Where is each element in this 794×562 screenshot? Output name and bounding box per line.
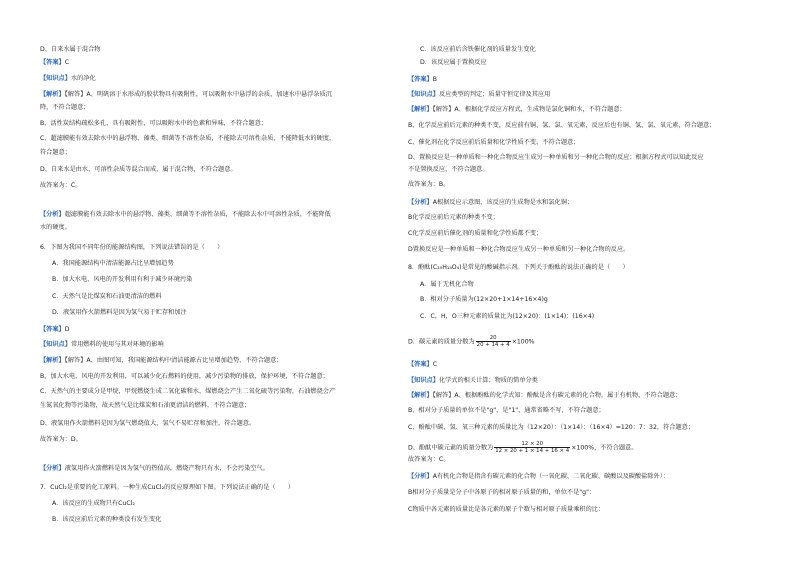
text-line (408, 246, 629, 254)
text-line (52, 276, 192, 284)
text-line (40, 211, 331, 219)
text-line (408, 214, 499, 222)
section-tag: 【知识点】 (408, 91, 439, 98)
text-line (40, 120, 267, 128)
fraction-denominator: 20 + 14 + 4 (476, 342, 510, 348)
text-line (408, 424, 694, 432)
text-line (408, 377, 538, 385)
section-tag: 【解析】 (408, 106, 433, 113)
section-tag: 【分析】 (408, 199, 433, 206)
line-text: 故答案为：C。 (40, 182, 82, 189)
section-tag: 【知识点】 (408, 377, 439, 384)
text-line (52, 309, 187, 317)
text-line (420, 281, 474, 289)
line-text: D、自来水属于混合物 (40, 46, 101, 53)
section-tag: 【解析】 (408, 392, 433, 399)
line-text: D．液氢用作火箭燃料是因为氢气易于贮存和加注 (52, 309, 187, 316)
text-line (40, 465, 269, 473)
line-text: C、酚酞中碳、氢、氧三种元素的质量比为（12×20）：（1×14）：（16×4）=120：7：32，符合题意； (408, 424, 695, 431)
text-line (40, 182, 81, 190)
text-line (40, 420, 255, 428)
line-text: 7．CuCl₂是重要的化工原料。一种生成CuCl₂的反应原理如下图。下列说法正确的是（ ） (40, 484, 295, 491)
text-line (40, 402, 250, 410)
line-text: 不是置换反应，不符合题意。 (408, 166, 489, 173)
line-text: C (432, 361, 438, 368)
text-line (40, 436, 82, 444)
section-tag: 【知识点】 (40, 75, 71, 82)
line-text: B、相对分子质量的单位不是"g"，是"1"，通常省略不写，不符合题意； (408, 407, 605, 414)
text-line (40, 373, 329, 381)
line-text: 6．下图为我国不同年份的能源结构图，下列说法错误的是（ ） (40, 244, 224, 251)
text-line (40, 357, 282, 365)
line-text: 【解答】A、明矾溶于水形成的胶状物具有吸附性，可以吸附水中悬浮的杂质，加速水中悬浮杂质沉 (64, 91, 332, 98)
text-line (40, 91, 332, 99)
text-line (40, 244, 223, 252)
text-line (40, 341, 164, 349)
text-line (408, 139, 579, 147)
text-line (408, 392, 681, 400)
text-line (408, 230, 542, 238)
section-tag: 【知识点】 (40, 341, 71, 348)
text-line (408, 361, 437, 369)
text-line (40, 326, 70, 334)
section-tag: 【答案】 (408, 76, 433, 83)
line-text: D、酚酞中碳元素的质量分数为 (408, 444, 494, 452)
text-line (408, 199, 573, 207)
line-text: D、置换反应是一种单质和一种化合物反应生成另一种单质和另一种化合物的反应；根据方程式可以知此反应 (408, 154, 704, 161)
line-text: B．加大水电、风电的开发利用有利于减少环境污染 (52, 276, 193, 283)
line-text: D、自来水是由水、可溶性杂质等混合而成，属于混合物，不符合题意。 (40, 166, 237, 173)
line-text: 【解答】A、根据化学反应方程式，生成物是氯化铜和水，不符合题意； (432, 106, 626, 113)
line-text: 液氢用作火箭燃料是因为氢气的热值高，燃烧产物只有水，不会污染空气。 (64, 465, 269, 472)
section-tag: 【分析】 (408, 473, 433, 480)
text-line (40, 166, 237, 174)
text-line (52, 500, 135, 508)
line-text: C、催化剂在化学反应前后质量和化学性质不变，不符合题意； (408, 139, 580, 146)
line-text: 生氮氧化物等污染物，故天然气是比煤炭和石油更清洁的燃料，不符合题意； (40, 402, 251, 409)
text-line (40, 104, 90, 112)
text-line (40, 224, 71, 232)
line-text: C物质中各元素的质量比是各元素的原子个数与相对原子质量乘积的比： (408, 506, 605, 513)
text-line (408, 166, 488, 174)
text-line (408, 264, 629, 272)
line-text: C．天然气是比煤炭和石油更清洁的燃料 (52, 293, 162, 300)
text-line (420, 59, 487, 67)
text-line (40, 46, 100, 54)
text-line (40, 135, 335, 143)
text-line (40, 75, 96, 83)
line-text: C (64, 59, 70, 66)
line-text: C．C，H，O三种元素的质量比为(12×20)：(1×14)：(16×4) (420, 313, 595, 320)
line-text: C．该反应前后含铁催化剂的质量发生变化 (420, 46, 536, 53)
line-text: 化学式的相关计算；物质的简单分类 (438, 377, 538, 384)
line-text: C化学反应前后催化剂的质量和化学性质都不变； (408, 230, 543, 237)
line-text: A．属于无机化合物 (420, 281, 474, 288)
line-text: ×100%，不符合题意。 (571, 444, 638, 452)
line-text: B化学反应前后元素的种类不变； (408, 214, 499, 221)
text-line (52, 516, 161, 524)
line-text: ×100% (511, 338, 535, 346)
fraction-denominator: 12 × 20 + 1 × 14 + 16 × 4 (495, 448, 570, 454)
line-text: 降，不符合题意； (40, 104, 90, 111)
line-text: C、超滤膜能有效去除水中的悬浮物、藻类、细菌等不溶性杂质，不能除去可溶性杂质，不能降低水的硬度， (40, 135, 336, 142)
line-text: A．该反应的生成物只有CuCl₂ (52, 500, 135, 507)
text-line (408, 106, 626, 114)
line-text: 符合题意； (40, 149, 71, 156)
text-line (408, 76, 437, 84)
line-text: B、加大水电、风电的开发利用，可以减少化石燃料的使用，减少污染物的排放，保护环境，不符合题意； (40, 373, 329, 380)
line-text: 8．酚酞(C₂₀H₁₄O₄)是常见的酸碱指示剂。下列关于酚酞的说法正确的是（ ） (408, 264, 629, 271)
section-tag: 【答案】 (40, 59, 65, 66)
text-line (52, 293, 162, 301)
section-tag: 【分析】 (40, 465, 65, 472)
line-text: 超滤膜能有效去除水中的悬浮物、藻类、细菌等不溶性杂质，不能除去水中可溶性杂质，不能降低 (64, 211, 331, 218)
line-text: B (432, 76, 437, 83)
fraction (494, 441, 570, 454)
section-tag: 【答案】 (408, 361, 433, 368)
line-text: 故答案为：D。 (40, 436, 82, 443)
text-line (408, 456, 449, 464)
section-tag: 【解析】 (40, 357, 65, 364)
text-line (408, 407, 605, 415)
text-line (408, 122, 715, 130)
line-text: D．碳元素的质量分数为 (408, 338, 475, 346)
line-text: 反应类型的判定；质量守恒定律及其应用 (438, 91, 551, 98)
line-text: A．我国能源结构中清洁能源占比呈增加趋势 (52, 260, 174, 267)
line-text: C、天然气的主要成分是甲烷，甲烷燃烧生成二氧化碳和水，煤燃烧会产生二氧化硫等污染物，石油燃烧会产 (40, 388, 336, 395)
line-text: A根据反应示意图，该反应的生成物是水和氯化铜； (432, 199, 574, 206)
line-text: D (64, 326, 70, 333)
text-line (40, 484, 294, 492)
text-line (408, 506, 604, 514)
line-text: B．该反应前后元素的种类没有发生变化 (52, 516, 162, 523)
text-line (408, 335, 535, 348)
text-line (408, 91, 550, 99)
fraction-numerator: 12 × 20 (494, 441, 570, 448)
line-text: 【解答】A、由图可知，我国能源结构中清洁能源占比呈增加趋势，不符合题意； (64, 357, 283, 364)
line-text: 常用燃料的使用与其对环境的影响 (70, 341, 164, 348)
line-text: B．相对分子质量为(12×20+1×14+16×4)g (420, 296, 548, 303)
text-line (408, 473, 669, 481)
section-tag: 【分析】 (40, 211, 65, 218)
line-text: D置换反应是一种单质和一种化合物反应生成另一种单质和另一种化合物的反应。 (408, 246, 630, 253)
section-tag: 【答案】 (40, 326, 65, 333)
text-line (408, 489, 595, 497)
line-text: D、液氢用作火箭燃料是因为氢气燃烧值大，氢气不易贮存和加注，符合题意。 (40, 420, 256, 427)
line-text: 故答案为：B。 (408, 181, 450, 188)
text-line (420, 46, 536, 54)
line-text: A有机化合物是指含有碳元素的化合物（一氧化碳、二氧化碳、碳酸以及碳酸盐除外）： (432, 473, 670, 480)
fraction-numerator: 20 (476, 335, 511, 342)
text-line (40, 59, 69, 67)
line-text: 【解答】A、根据酚酞的化学式知：酚酞是含有碳元素的化合物，属于有机物，不符合题意； (432, 392, 682, 399)
text-line (40, 388, 335, 396)
text-line (408, 154, 704, 162)
text-line (40, 149, 71, 157)
line-text: B相对分子质量是分子中各原子的相对原子质量的和，单位不是"g"： (408, 489, 596, 496)
line-text: B、活性炭结构疏松多孔，具有吸附性，可以吸附水中的色素和异味，不符合题意； (40, 120, 267, 127)
section-tag: 【解析】 (40, 91, 65, 98)
line-text: 水的净化 (70, 75, 96, 82)
line-text: D．该反应属于置换反应 (420, 59, 487, 66)
text-line (420, 313, 594, 321)
text-line (408, 441, 637, 454)
fraction (476, 335, 511, 348)
text-line (52, 260, 174, 268)
line-text: B、化学反应前后元素的种类不变，反应前有铜、氢、氯、氧元素，反应后也有铜、氢、氯、氧元素，符合题意； (408, 122, 716, 129)
text-line (408, 181, 449, 189)
line-text: 故答案为：C。 (408, 456, 450, 463)
line-text: 水的硬度。 (40, 224, 71, 231)
text-line (420, 296, 548, 304)
